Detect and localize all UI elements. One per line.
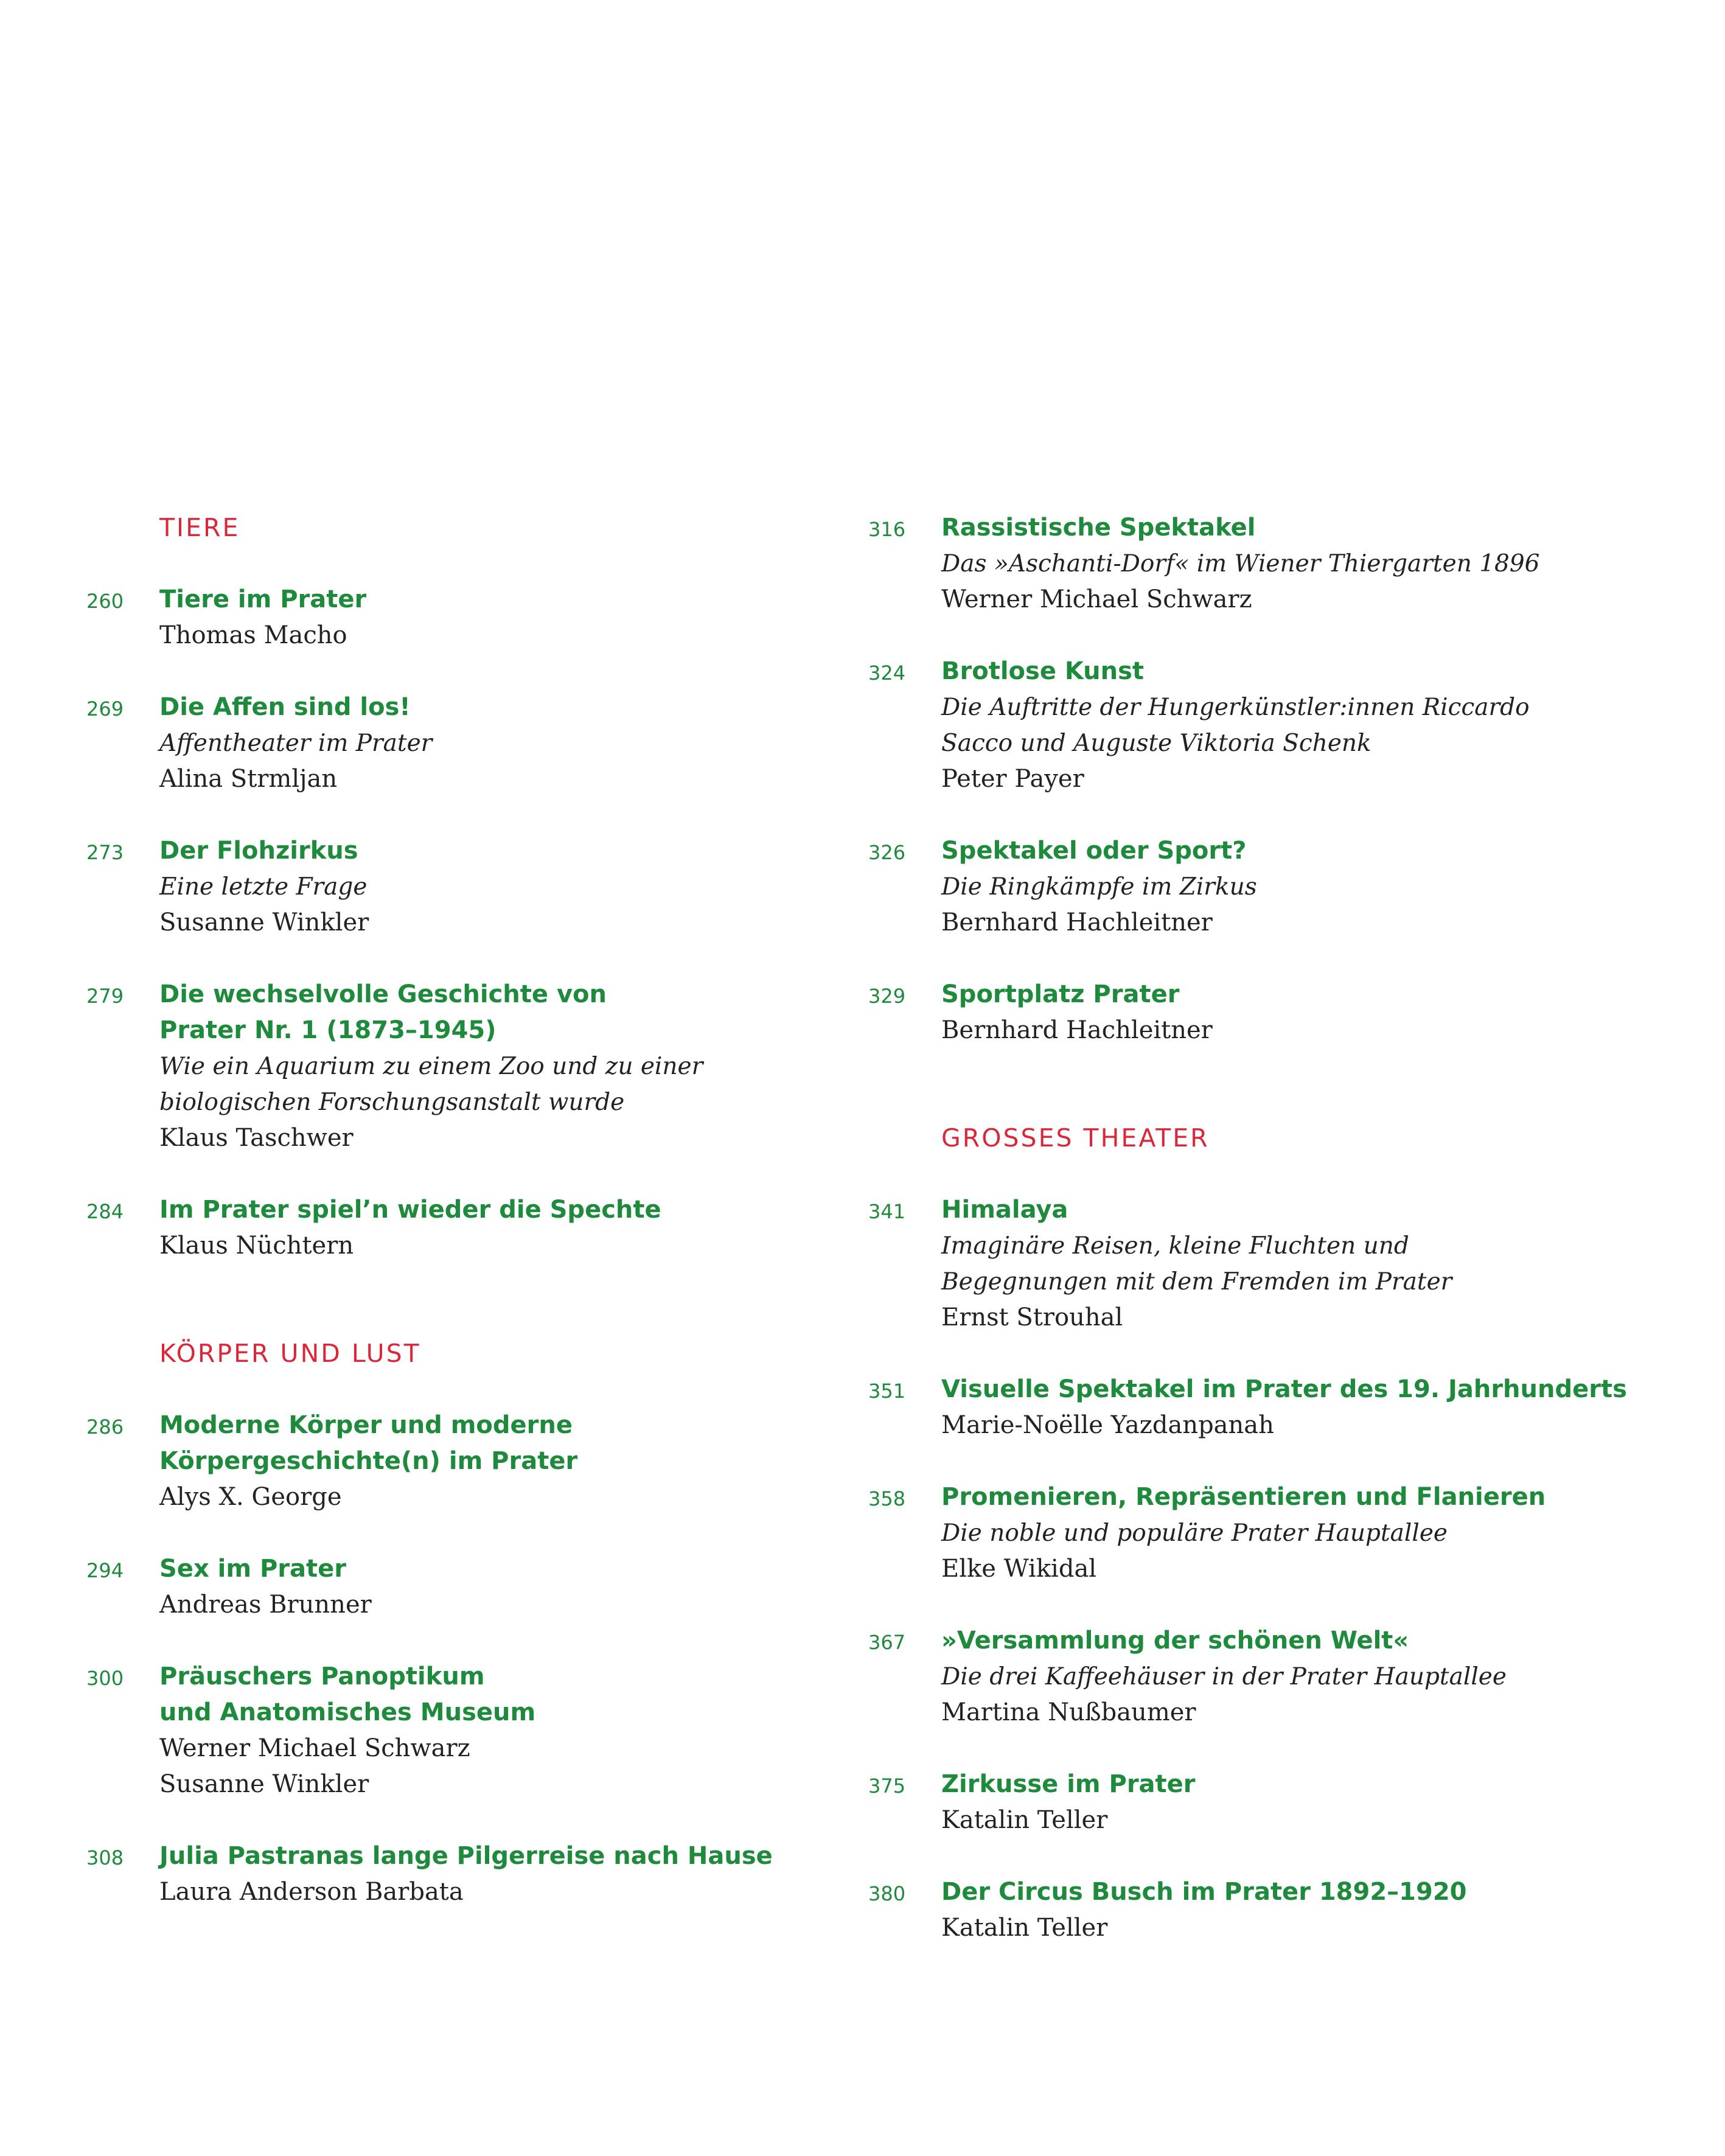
entry-author: Peter Payer — [941, 765, 1084, 793]
entry-author: Martina Nußbaumer — [941, 1698, 1196, 1726]
toc-entry-260 — [86, 582, 786, 654]
entry-title: Sex im Prater — [159, 1555, 346, 1583]
entry-title: Moderne Körper und moderne — [159, 1411, 573, 1439]
page-number: 351 — [868, 1380, 906, 1403]
entry-author: Ernst Strouhal — [941, 1303, 1123, 1331]
entry-author: Susanne Winkler — [159, 909, 369, 937]
entry-subtitle: Imaginäre Reisen, kleine Fluchten und — [941, 1232, 1409, 1260]
entry-title: Sportplatz Prater — [941, 980, 1180, 1008]
toc-entry-284 — [86, 1192, 786, 1264]
page-number: 294 — [86, 1559, 124, 1582]
toc-entry-358 — [868, 1479, 1629, 1587]
entry-author: Alys X. George — [159, 1483, 342, 1511]
toc-entry-375 — [868, 1767, 1629, 1838]
page-number: 300 — [86, 1667, 124, 1690]
entry-author: Katalin Teller — [941, 1806, 1108, 1834]
entry-subtitle: Wie ein Aquarium zu einem Zoo und zu einer — [159, 1053, 703, 1080]
entry-title: Promenieren, Repräsentieren und Flanieren — [941, 1483, 1546, 1511]
entry-subtitle: Die noble und populäre Prater Hauptallee — [941, 1519, 1448, 1547]
toc-entry-316 — [868, 510, 1629, 618]
entry-title: Zirkusse im Prater — [941, 1770, 1196, 1798]
entry-subtitle: Eine letzte Frage — [159, 873, 368, 901]
page-number: 279 — [86, 985, 124, 1008]
page-number: 269 — [86, 697, 124, 720]
entry-subtitle: Die Auftritte der Hungerkünstler:innen Riccardo — [941, 694, 1530, 721]
entry-subtitle: Sacco und Auguste Viktoria Schenk — [941, 730, 1371, 757]
entry-author: Elke Wikidal — [941, 1555, 1097, 1583]
toc-entry-269 — [86, 689, 786, 797]
toc-entry-273 — [86, 833, 786, 941]
entry-author: Alina Strmljan — [159, 765, 338, 793]
toc-entry-279 — [86, 977, 786, 1156]
entry-title: »Versammlung der schönen Welt« — [941, 1627, 1409, 1655]
entry-title: Visuelle Spektakel im Prater des 19. Jahrhunderts — [941, 1375, 1627, 1403]
entry-title: Julia Pastranas lange Pilgerreise nach Hause — [159, 1842, 773, 1870]
entry-subtitle: Das »Aschanti-Dorf« im Wiener Thiergarten 1896 — [941, 550, 1540, 577]
page-number: 375 — [868, 1774, 906, 1798]
page-number: 284 — [86, 1200, 124, 1223]
page-number: 273 — [86, 841, 124, 864]
page-number: 358 — [868, 1487, 906, 1510]
page-number: 367 — [868, 1631, 906, 1654]
toc-entry-341 — [868, 1192, 1629, 1336]
toc-entry-367 — [868, 1623, 1629, 1731]
entry-title: Die Affen sind los! — [159, 693, 411, 721]
entry-author: Thomas Macho — [159, 621, 347, 649]
toc-entry-300 — [86, 1659, 786, 1802]
toc-entry-324 — [868, 654, 1629, 797]
page-number: 286 — [86, 1415, 124, 1439]
section-spacer — [86, 1300, 786, 1336]
toc-entry-351 — [868, 1372, 1629, 1443]
entry-title: Der Circus Busch im Prater 1892–1920 — [941, 1878, 1467, 1906]
entry-title: Die wechselvolle Geschichte von — [159, 980, 607, 1008]
entry-title: Rassistische Spektakel — [941, 514, 1256, 542]
entry-title: und Anatomisches Museum — [159, 1698, 536, 1726]
page-number: 341 — [868, 1200, 906, 1223]
section-heading-tiere: TIERE — [159, 513, 240, 542]
entry-title: Tiere im Prater — [159, 585, 367, 613]
page-number: 260 — [86, 590, 124, 613]
entry-title: Der Flohzirkus — [159, 837, 358, 865]
entry-author: Katalin Teller — [941, 1914, 1108, 1942]
entry-subtitle: biologischen Forschungsanstalt wurde — [159, 1089, 625, 1116]
entry-author: Susanne Winkler — [159, 1770, 369, 1798]
page-number: 380 — [868, 1882, 906, 1905]
entry-author: Bernhard Hachleitner — [941, 909, 1213, 937]
page-number: 324 — [868, 661, 906, 685]
entry-subtitle: Die Ringkämpfe im Zirkus — [941, 873, 1257, 901]
entry-author: Klaus Taschwer — [159, 1124, 354, 1152]
entry-title: Brotlose Kunst — [941, 657, 1145, 685]
entry-subtitle: Die drei Kaffeehäuser in der Prater Hauptallee — [941, 1663, 1507, 1690]
entry-author: Bernhard Hachleitner — [941, 1016, 1213, 1044]
entry-title: Spektakel oder Sport? — [941, 837, 1247, 865]
toc-entry-380 — [868, 1874, 1629, 1946]
toc-entry-329 — [868, 977, 1629, 1048]
toc-right-column — [868, 510, 1629, 1982]
entry-author: Werner Michael Schwarz — [159, 1734, 470, 1762]
entry-title: Präuschers Panoptikum — [159, 1662, 485, 1690]
entry-subtitle: Begegnungen mit dem Fremden im Prater — [941, 1268, 1452, 1296]
toc-entry-308 — [86, 1838, 786, 1910]
entry-title: Prater Nr. 1 (1873–1945) — [159, 1016, 497, 1044]
entry-subtitle: Affentheater im Prater — [159, 730, 433, 757]
entry-author: Marie-Noëlle Yazdanpanah — [941, 1411, 1274, 1439]
toc-left-column — [86, 510, 786, 1946]
page-number: 316 — [868, 518, 906, 541]
entry-author: Werner Michael Schwarz — [941, 585, 1252, 613]
toc-entry-294 — [86, 1551, 786, 1623]
section-spacer — [868, 1084, 1629, 1120]
entry-author: Klaus Nüchtern — [159, 1232, 354, 1260]
page-number: 308 — [86, 1846, 124, 1869]
section-heading-grosses-theater: GROSSES THEATER — [941, 1123, 1210, 1153]
toc-entry-326 — [868, 833, 1629, 941]
entry-title: Im Prater spiel’n wieder die Spechte — [159, 1196, 661, 1224]
page-number: 326 — [868, 841, 906, 864]
entry-author: Andreas Brunner — [159, 1591, 372, 1619]
entry-author: Laura Anderson Barbata — [159, 1878, 464, 1906]
section-heading-koerper-und-lust: KÖRPER UND LUST — [159, 1339, 421, 1368]
toc-entry-286 — [86, 1408, 786, 1515]
entry-title: Himalaya — [941, 1196, 1068, 1224]
entry-title: Körpergeschichte(n) im Prater — [159, 1447, 578, 1475]
page-number: 329 — [868, 985, 906, 1008]
